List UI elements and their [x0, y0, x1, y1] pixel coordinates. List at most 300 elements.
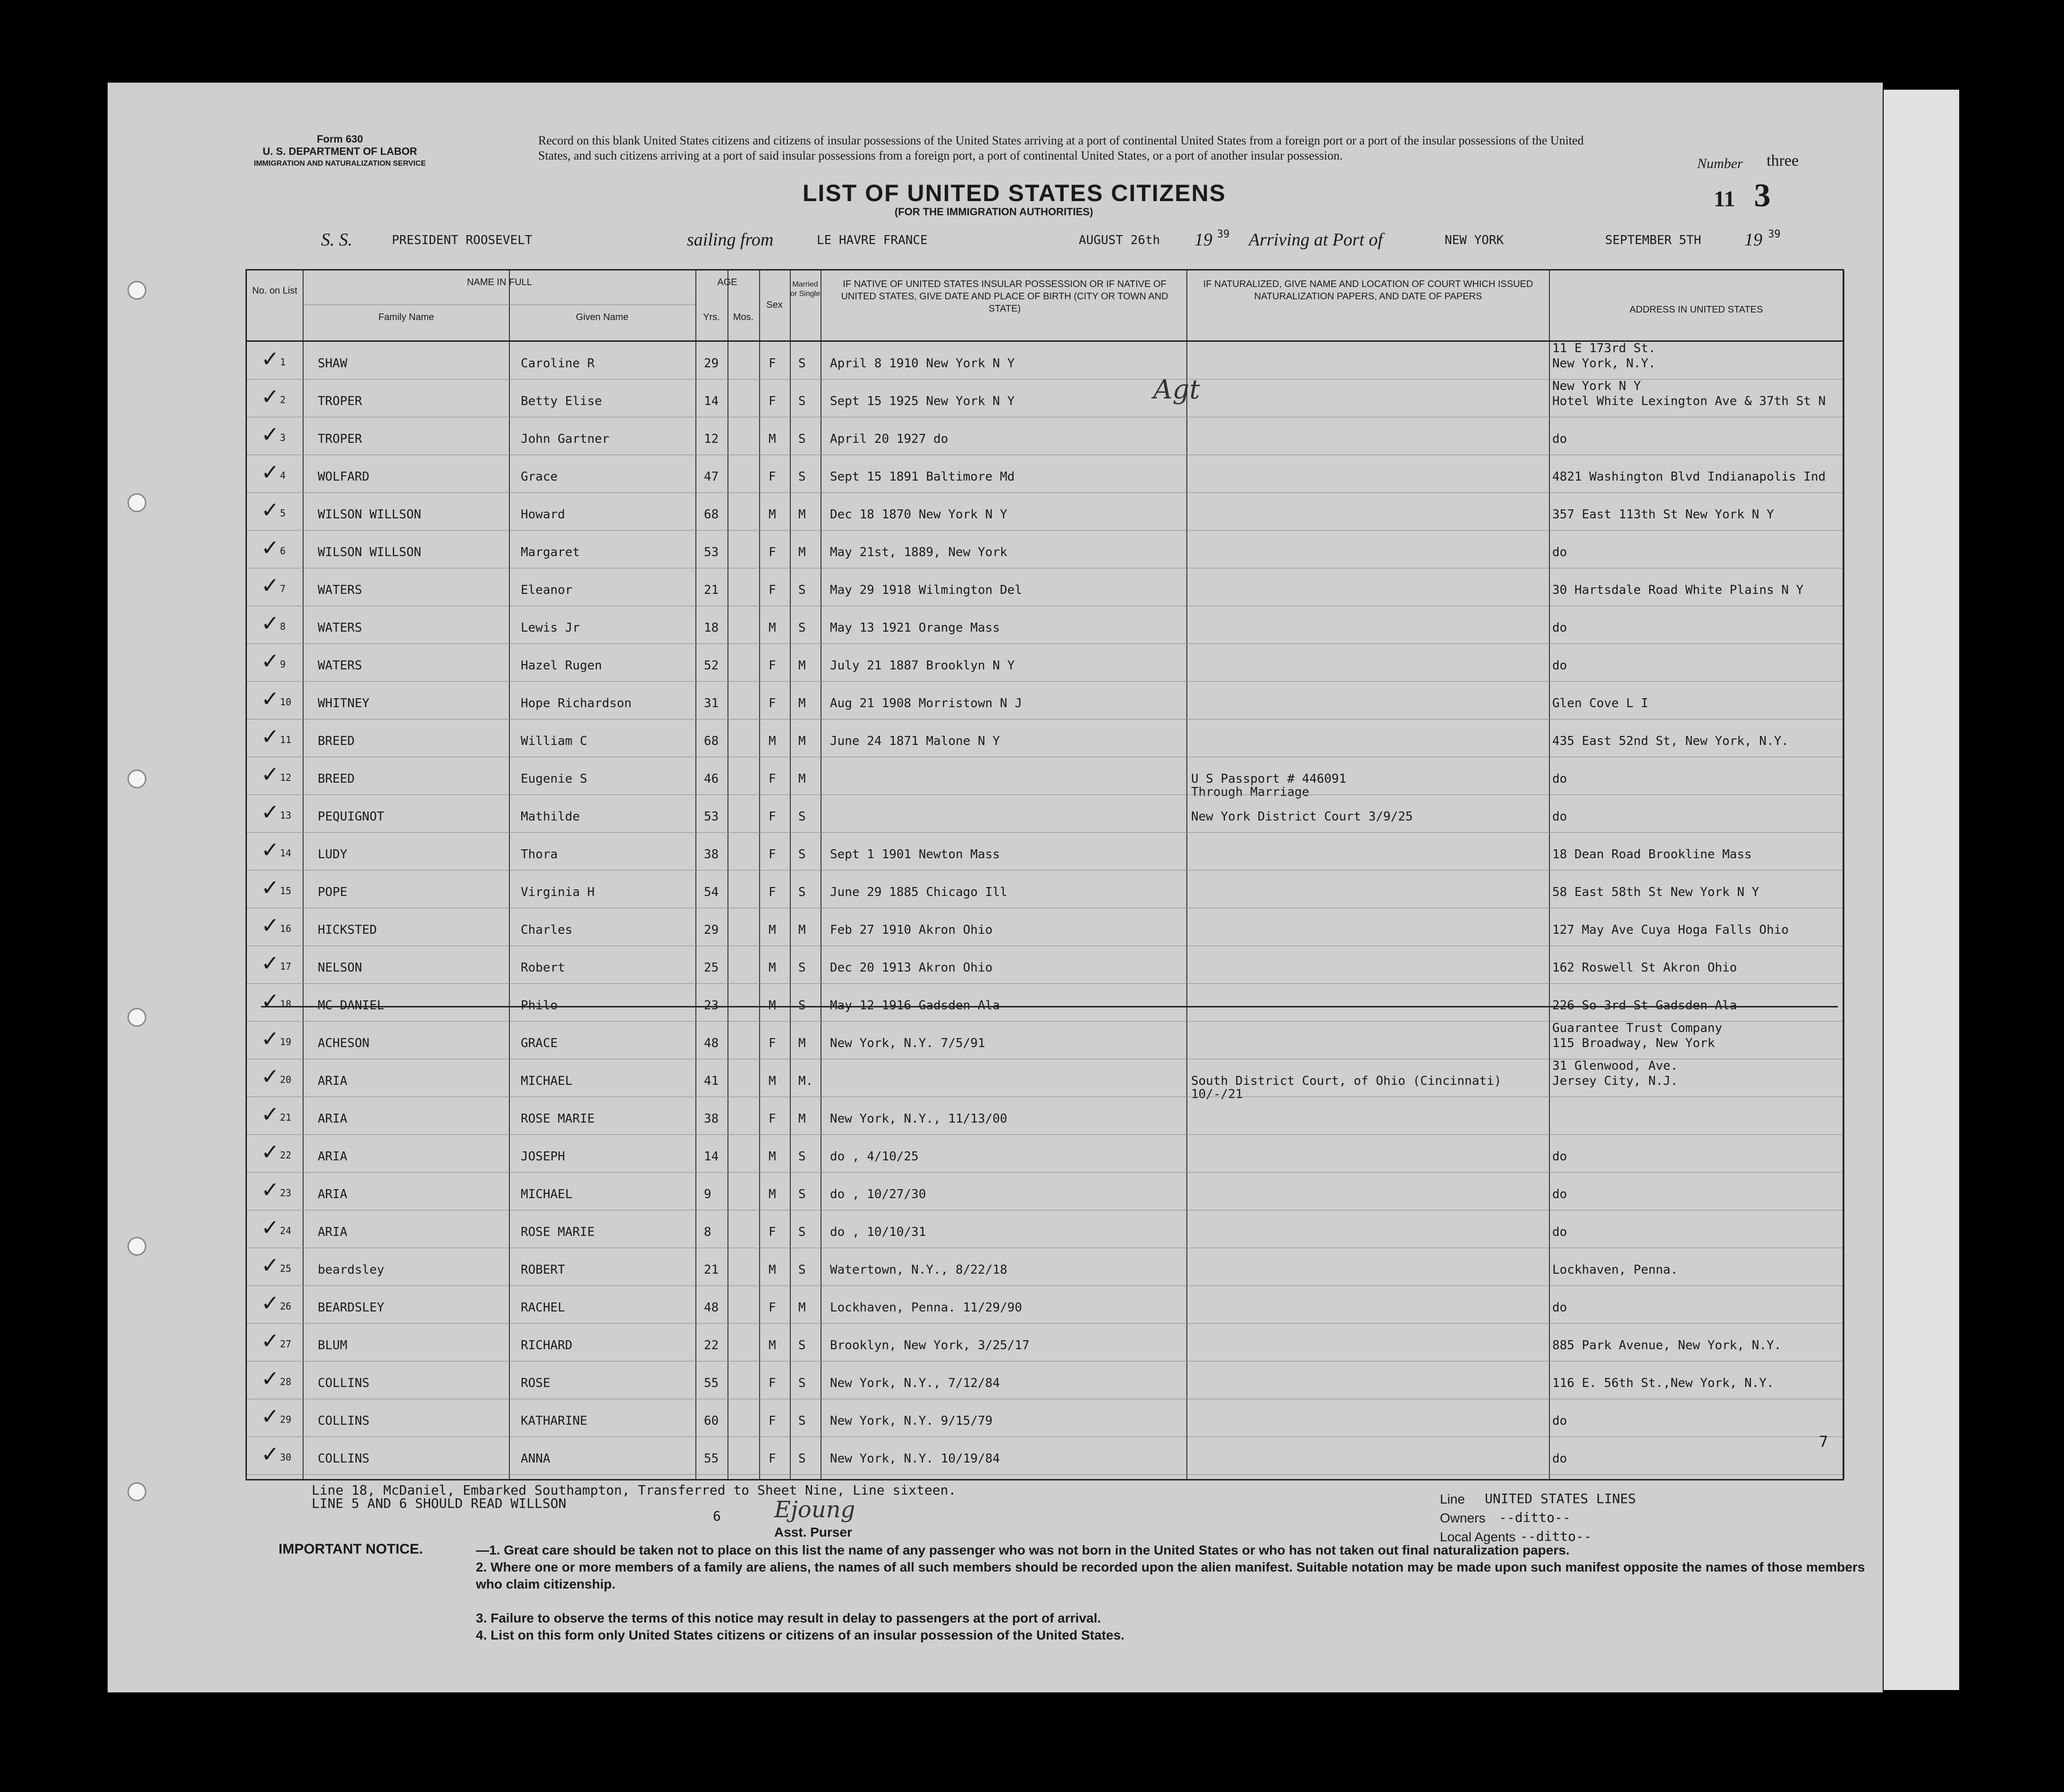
naturalization-info: South District Court, of Ohio (Cincinnati): [1191, 1074, 1502, 1088]
family-name: ARIA: [318, 1150, 347, 1164]
row-number: 1: [280, 356, 286, 368]
address-line-2: 30 Hartsdale Road White Plains N Y: [1552, 583, 1804, 597]
table-row: [247, 455, 1843, 489]
birth-info: Sept 1 1901 Newton Mass: [830, 847, 1000, 862]
birth-info: do , 10/27/30: [830, 1187, 926, 1201]
address-line-2: do: [1552, 545, 1567, 559]
marital-status: S: [798, 356, 806, 371]
sex: F: [769, 772, 776, 786]
address-line-2: 18 Dean Road Brookline Mass: [1552, 847, 1752, 862]
given-name: Lewis Jr: [521, 621, 580, 635]
sex: F: [769, 1225, 776, 1239]
row-number: 5: [280, 507, 286, 519]
age-years: 14: [704, 394, 719, 408]
check-mark-icon: ✓: [261, 422, 279, 447]
note-willson: LINE 5 AND 6 SHOULD READ WILLSON: [312, 1496, 567, 1511]
family-name: WILSON WILLSON: [318, 507, 422, 522]
given-name: ANNA: [521, 1452, 550, 1466]
given-name: Hope Richardson: [521, 696, 632, 710]
row-number: 7: [280, 583, 286, 594]
sailing-label: sailing from: [687, 230, 774, 250]
check-mark-icon: ✓: [261, 988, 279, 1014]
table-row: [247, 1285, 1843, 1320]
marital-status: M.: [798, 1074, 813, 1088]
birth-info: June 29 1885 Chicago Ill: [830, 885, 1007, 899]
birth-info: do , 4/10/25: [830, 1150, 919, 1164]
check-mark-icon: ✓: [261, 1366, 279, 1391]
birth-info: do , 10/10/31: [830, 1225, 926, 1239]
table-row: [247, 1097, 1843, 1131]
header-yrs: Yrs.: [703, 312, 720, 322]
age-years: 46: [704, 772, 719, 786]
birth-info: Sept 15 1925 New York N Y: [830, 394, 1015, 408]
check-mark-icon: ✓: [261, 459, 279, 485]
sheet-edge: [1884, 90, 1959, 1690]
birth-info: May 12 1916 Gadsden Ala: [830, 998, 1000, 1013]
family-name: TROPER: [318, 432, 362, 446]
age-years: 55: [704, 1376, 719, 1390]
address-line-2: 226 So 3rd St Gadsden Ala: [1552, 998, 1737, 1013]
birth-info: Watertown, N.Y., 8/22/18: [830, 1263, 1007, 1277]
table-row: [247, 1134, 1843, 1169]
header-no: No. on List: [252, 286, 297, 296]
sex: M: [769, 1187, 776, 1201]
header-name: NAME IN FULL: [467, 277, 532, 287]
check-mark-icon: ✓: [261, 1215, 279, 1240]
given-name: Virginia H: [521, 885, 595, 899]
marital-status: M: [798, 507, 806, 522]
table-row: [247, 832, 1843, 867]
birth-info: New York, N.Y. 9/15/79: [830, 1414, 993, 1428]
table-row: [247, 1361, 1843, 1395]
sex: F: [769, 1376, 776, 1390]
row-number: 29: [280, 1414, 292, 1425]
age-years: 8: [704, 1225, 711, 1239]
sex: F: [769, 847, 776, 862]
address-line-2: 127 May Ave Cuya Hoga Falls Ohio: [1552, 923, 1789, 937]
table-row: [247, 795, 1843, 829]
given-name: Eugenie S: [521, 772, 587, 786]
family-name: COLLINS: [318, 1414, 370, 1428]
birth-info: June 24 1871 Malone N Y: [830, 734, 1000, 748]
marital-status: S: [798, 1263, 806, 1277]
check-mark-icon: ✓: [261, 535, 279, 560]
sex: F: [769, 810, 776, 824]
address-line-2: 115 Broadway, New York: [1552, 1036, 1715, 1050]
table-row: [247, 379, 1843, 414]
family-name: ARIA: [318, 1187, 347, 1201]
notice-label: IMPORTANT NOTICE.: [279, 1541, 423, 1557]
age-years: 29: [704, 356, 719, 371]
sex: M: [769, 998, 776, 1013]
row-number: 24: [280, 1225, 292, 1236]
table-row: [247, 1059, 1843, 1101]
age-years: 48: [704, 1036, 719, 1050]
given-name: Thora: [521, 847, 558, 862]
table-row: [247, 492, 1843, 527]
family-name: POPE: [318, 885, 347, 899]
sex: F: [769, 885, 776, 899]
given-name: JOSEPH: [521, 1150, 565, 1164]
notice-item-2: 2. Where one or more members of a family are aliens, the names of all such members should be recorded upon the alien manifest. Suitable notation may be made upon such manifest opposite the names of those members who claim citizenship.: [476, 1560, 1865, 1591]
birth-info: New York, N.Y. 7/5/91: [830, 1036, 985, 1050]
sex: F: [769, 1036, 776, 1050]
sex: F: [769, 583, 776, 597]
given-name: Eleanor: [521, 583, 573, 597]
punch-hole: [127, 769, 146, 788]
address-line-2: do: [1552, 1301, 1567, 1315]
row-number: 26: [280, 1301, 292, 1312]
arrival-date: SEPTEMBER 5TH: [1605, 233, 1701, 247]
table-row: [247, 681, 1843, 716]
row-number: 18: [280, 998, 292, 1010]
table-row: [247, 1172, 1843, 1207]
marital-status: S: [798, 1187, 806, 1201]
table-row: [247, 530, 1843, 565]
sex: F: [769, 1452, 776, 1466]
address-line-2: Glen Cove L I: [1552, 696, 1649, 710]
sex: M: [769, 507, 776, 522]
agents-label: Local Agents: [1440, 1530, 1516, 1544]
naturalization-info-2: 10/-/21: [1191, 1087, 1243, 1101]
address-line-2: 435 East 52nd St, New York, N.Y.: [1552, 734, 1789, 748]
birth-info: July 21 1887 Brooklyn N Y: [830, 659, 1015, 673]
sex: M: [769, 1074, 776, 1088]
arrival-year-label: 19: [1744, 230, 1762, 250]
given-name: William C: [521, 734, 587, 748]
sex: F: [769, 1414, 776, 1428]
given-name: KATHARINE: [521, 1414, 587, 1428]
owners-value: --ditto--: [1499, 1510, 1571, 1525]
given-name: Mathilde: [521, 810, 580, 824]
family-name: ACHESON: [318, 1036, 370, 1050]
notice-item-1: —1. Great care should be taken not to place on this list the name of any passenger who was not born in the United States or who has not taken out final naturalization papers.: [476, 1543, 1570, 1557]
marital-status: S: [798, 885, 806, 899]
row-number: 20: [280, 1074, 292, 1085]
marital-status: S: [798, 998, 806, 1013]
arrival-year: 39: [1768, 228, 1781, 240]
table-row: [247, 946, 1843, 980]
address-line-2: 885 Park Avenue, New York, N.Y.: [1552, 1338, 1782, 1352]
check-mark-icon: ✓: [261, 1328, 279, 1353]
page-prefix: 11: [1714, 186, 1735, 211]
given-name: Robert: [521, 961, 565, 975]
given-name: Betty Elise: [521, 394, 602, 408]
row-number: 10: [280, 696, 292, 708]
table-row: [247, 1437, 1843, 1471]
table-row: [247, 1021, 1843, 1056]
address-line-2: do: [1552, 1225, 1567, 1239]
row-number: 13: [280, 810, 292, 821]
sex: M: [769, 961, 776, 975]
purser-title: Asst. Purser: [774, 1525, 852, 1539]
check-mark-icon: ✓: [261, 686, 279, 711]
check-mark-icon: ✓: [261, 1177, 279, 1202]
age-years: 41: [704, 1074, 719, 1088]
birth-info: Aug 21 1908 Morristown N J: [830, 696, 1022, 710]
row-number: 30: [280, 1452, 292, 1463]
age-years: 9: [704, 1187, 711, 1201]
row-number: 11: [280, 734, 292, 745]
header-naturalized: IF NATURALIZED, GIVE NAME AND LOCATION OF COURT WHICH ISSUED NATURALIZATION PAPERS, AND DATE OF PAPERS: [1203, 279, 1533, 302]
owners-label: Owners: [1440, 1511, 1486, 1525]
age-years: 21: [704, 583, 719, 597]
sex: F: [769, 470, 776, 484]
address-line-2: do: [1552, 810, 1567, 824]
age-years: 18: [704, 621, 719, 635]
address-line-1: 11 E 173rd St.: [1552, 341, 1656, 355]
sailing-from: LE HAVRE FRANCE: [817, 233, 928, 247]
family-name: beardsley: [318, 1263, 384, 1277]
check-mark-icon: ✓: [261, 648, 279, 674]
family-name: COLLINS: [318, 1452, 370, 1466]
marital-status: M: [798, 1301, 806, 1315]
family-name: HICKSTED: [318, 923, 377, 937]
age-years: 31: [704, 696, 719, 710]
marital-status: M: [798, 1112, 806, 1126]
page-subtitle: (FOR THE IMMIGRATION AUTHORITIES): [895, 206, 1093, 218]
arrival-port: NEW YORK: [1445, 233, 1504, 247]
birth-info: April 20 1927 do: [830, 432, 948, 446]
row-number: 8: [280, 621, 286, 632]
record-instructions: Record on this blank United States citizens and citizens of insular possessions of the United States arriving at a port of continental United States from a foreign port or a port of the insular possessions of the United States, and such citizens arriving at a port of said insular possessions from a foreign port, a port of continental United States, or a port of another insular possession.: [538, 134, 1584, 162]
birth-info: Dec 18 1870 New York N Y: [830, 507, 1007, 522]
page-number-value: 3: [1754, 178, 1771, 214]
birth-info: May 29 1918 Wilmington Del: [830, 583, 1022, 597]
sex: M: [769, 734, 776, 748]
given-name: Charles: [521, 923, 573, 937]
age-years: 23: [704, 998, 719, 1013]
sex: F: [769, 1301, 776, 1315]
sailing-year: 39: [1217, 228, 1230, 240]
form-identifier: [250, 133, 430, 170]
marital-status: S: [798, 1452, 806, 1466]
address-line-2: 162 Roswell St Akron Ohio: [1552, 961, 1737, 975]
address-line-2: do: [1552, 1187, 1567, 1201]
address-line-1: Guarantee Trust Company: [1552, 1021, 1723, 1035]
department-name: U. S. DEPARTMENT OF LABOR: [262, 145, 417, 157]
check-mark-icon: ✓: [261, 384, 279, 409]
age-years: 55: [704, 1452, 719, 1466]
birth-info: Feb 27 1910 Akron Ohio: [830, 923, 993, 937]
address-line-2: 116 E. 56th St.,New York, N.Y.: [1552, 1376, 1774, 1390]
marital-status: S: [798, 961, 806, 975]
sex: M: [769, 1263, 776, 1277]
given-name: MICHAEL: [521, 1074, 573, 1088]
age-years: 47: [704, 470, 719, 484]
given-name: Margaret: [521, 545, 580, 559]
total-count: 7: [1819, 1433, 1828, 1451]
row-number: 15: [280, 885, 292, 896]
age-years: 14: [704, 1150, 719, 1164]
marital-status: S: [798, 847, 806, 862]
address-line-2: 357 East 113th St New York N Y: [1552, 507, 1774, 522]
age-years: 68: [704, 507, 719, 522]
table-row: [247, 1248, 1843, 1282]
marital-status: M: [798, 659, 806, 673]
address-line-2: Lockhaven, Penna.: [1552, 1263, 1678, 1277]
row-number: 27: [280, 1338, 292, 1350]
address-line-2: do: [1552, 1414, 1567, 1428]
given-name: RACHEL: [521, 1301, 565, 1315]
birth-info: May 13 1921 Orange Mass: [830, 621, 1000, 635]
check-mark-icon: ✓: [261, 497, 279, 523]
note-line-18: Line 18, McDaniel, Embarked Southampton, Transferred to Sheet Nine, Line sixteen.: [312, 1482, 956, 1498]
marital-status: M: [798, 1036, 806, 1050]
line-label: Line: [1440, 1492, 1465, 1506]
given-name: RICHARD: [521, 1338, 573, 1352]
number-value: three: [1767, 152, 1799, 169]
sailing-date: AUGUST 26th: [1079, 233, 1160, 247]
family-name: ARIA: [318, 1074, 347, 1088]
header-family-name: Family Name: [378, 312, 434, 322]
family-name: WATERS: [318, 659, 362, 673]
row-number: 14: [280, 847, 292, 859]
marital-status: S: [798, 432, 806, 446]
given-name: Caroline R: [521, 356, 595, 371]
address-line-2: do: [1552, 1150, 1567, 1164]
check-mark-icon: ✓: [261, 837, 279, 862]
header-address: ADDRESS IN UNITED STATES: [1629, 304, 1763, 315]
table-row: [247, 908, 1843, 942]
line-value: UNITED STATES LINES: [1485, 1491, 1636, 1506]
age-years: 29: [704, 923, 719, 937]
naturalization-info-2: Through Marriage: [1191, 785, 1310, 799]
birth-info: April 8 1910 New York N Y: [830, 356, 1015, 371]
family-name: SHAW: [318, 356, 347, 371]
marital-status: M: [798, 545, 806, 559]
address-line-2: do: [1552, 621, 1567, 635]
ss-label: S. S.: [321, 230, 353, 250]
arriving-label: Arriving at Port of: [1249, 230, 1383, 250]
table-row: [247, 1323, 1843, 1358]
age-years: 25: [704, 961, 719, 975]
table-row: [247, 719, 1843, 753]
punch-hole: [127, 1237, 146, 1256]
sex: M: [769, 1338, 776, 1352]
punch-hole: [127, 1008, 146, 1027]
given-name: ROSE: [521, 1376, 550, 1390]
row-number: 9: [280, 659, 286, 670]
notice-item-4: 4. List on this form only United States citizens or citizens of an insular possession of the United States.: [476, 1628, 1125, 1642]
sex: M: [769, 1150, 776, 1164]
family-name: WATERS: [318, 621, 362, 635]
table-row: [247, 417, 1843, 451]
age-years: 54: [704, 885, 719, 899]
check-mark-icon: ✓: [261, 1441, 279, 1467]
address-line-2: do: [1552, 432, 1567, 446]
number-label: Number: [1697, 156, 1743, 171]
sex: M: [769, 432, 776, 446]
sex: M: [769, 621, 776, 635]
sex: F: [769, 659, 776, 673]
row-number: 2: [280, 394, 286, 406]
age-years: 53: [704, 810, 719, 824]
marital-status: S: [798, 810, 806, 824]
birth-info: Brooklyn, New York, 3/25/17: [830, 1338, 1030, 1352]
marital-status: S: [798, 470, 806, 484]
family-name: PEQUIGNOT: [318, 810, 384, 824]
naturalization-info: New York District Court 3/9/25: [1191, 810, 1413, 824]
purser-signature: Ejoung: [774, 1496, 855, 1523]
address-line-1: New York N Y: [1552, 379, 1641, 393]
address-line-2: 58 East 58th St New York N Y: [1552, 885, 1759, 899]
check-mark-icon: ✓: [261, 724, 279, 749]
family-name: COLLINS: [318, 1376, 370, 1390]
row-number: 16: [280, 923, 292, 934]
check-mark-icon: ✓: [261, 1403, 279, 1429]
given-name: Hazel Rugen: [521, 659, 602, 673]
table-row: [247, 341, 1843, 376]
given-name: ROSE MARIE: [521, 1225, 595, 1239]
sex: F: [769, 696, 776, 710]
family-name: WATERS: [318, 583, 362, 597]
table-row: [247, 606, 1843, 640]
marital-status: S: [798, 394, 806, 408]
given-name: ROSE MARIE: [521, 1112, 595, 1126]
row-number: 28: [280, 1376, 292, 1387]
note-six: 6: [713, 1508, 721, 1524]
family-name: ARIA: [318, 1225, 347, 1239]
header-given-name: Given Name: [575, 312, 629, 322]
sex: F: [769, 545, 776, 559]
sex: F: [769, 356, 776, 371]
row-number: 23: [280, 1187, 292, 1199]
marital-status: S: [798, 1338, 806, 1352]
strikethrough-line: [261, 1006, 1838, 1007]
table-row: [247, 643, 1843, 678]
row-number: 6: [280, 545, 286, 557]
age-years: 52: [704, 659, 719, 673]
year-label: 19: [1194, 230, 1212, 250]
family-name: BLUM: [318, 1338, 347, 1352]
family-name: TROPER: [318, 394, 362, 408]
check-mark-icon: ✓: [261, 1252, 279, 1278]
table-row: [247, 983, 1843, 1018]
check-mark-icon: ✓: [261, 875, 279, 900]
address-line-2: Hotel White Lexington Ave & 37th St N: [1552, 394, 1826, 408]
address-line-2: do: [1552, 772, 1567, 786]
birth-info: Lockhaven, Penna. 11/29/90: [830, 1301, 1022, 1315]
check-mark-icon: ✓: [261, 1139, 279, 1165]
family-name: ARIA: [318, 1112, 347, 1126]
age-years: 22: [704, 1338, 719, 1352]
given-name: MICHAEL: [521, 1187, 573, 1201]
check-mark-icon: ✓: [261, 1290, 279, 1316]
age-years: 48: [704, 1301, 719, 1315]
family-name: WILSON WILLSON: [318, 545, 422, 559]
address-line-2: do: [1552, 659, 1567, 673]
marital-status: S: [798, 1414, 806, 1428]
marital-status: M: [798, 734, 806, 748]
sex: F: [769, 394, 776, 408]
given-name: ROBERT: [521, 1263, 565, 1277]
birth-info: New York, N.Y., 7/12/84: [830, 1376, 1000, 1390]
check-mark-icon: ✓: [261, 913, 279, 938]
punch-hole: [127, 493, 146, 512]
age-years: 38: [704, 847, 719, 862]
marital-status: M: [798, 696, 806, 710]
marital-status: S: [798, 583, 806, 597]
row-number: 21: [280, 1112, 292, 1123]
row-number: 17: [280, 961, 292, 972]
birth-info: New York, N.Y. 10/19/84: [830, 1452, 1000, 1466]
address-line-2: 4821 Washington Blvd Indianapolis Ind: [1552, 470, 1826, 484]
row-number: 3: [280, 432, 286, 443]
check-mark-icon: ✓: [261, 1026, 279, 1051]
address-line-2: Jersey City, N.J.: [1552, 1074, 1678, 1088]
header-sex: Sex: [766, 300, 783, 310]
